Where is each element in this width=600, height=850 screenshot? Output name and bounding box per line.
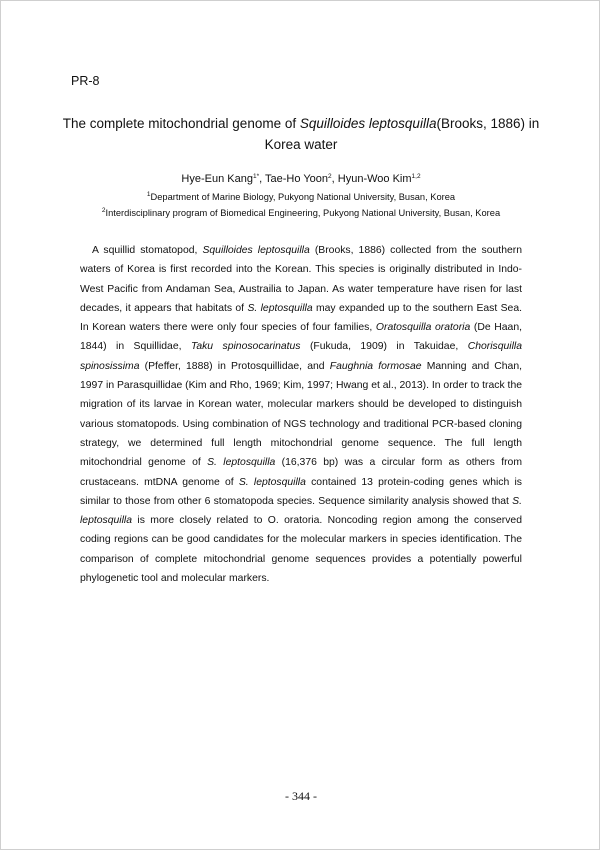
- affiliation-text: Department of Marine Biology, Pukyong National University, Busan, Korea: [150, 192, 456, 202]
- abstract-paragraph: [80, 241, 522, 588]
- author-name: Tae-Ho Yoon: [265, 173, 329, 185]
- author-list: [61, 173, 541, 185]
- abstract-species-name: Chorisquilla spinosissima: [80, 341, 522, 372]
- author-name: Hyun-Woo Kim: [337, 173, 412, 185]
- abstract-species-name: S. leptosquilla: [247, 302, 313, 314]
- author-affiliation-mark: 1,2: [411, 173, 421, 180]
- title-text-line2: Korea water: [264, 137, 338, 152]
- abstract-species-name: Taku spinosocarinatus: [190, 341, 301, 353]
- abstract-text-run: (Brooks, 1886) collected from the southern waters of Korea is first recorded into the Korean. This species is originally distributed in Indo-West Pacific from Andaman Sea, Austrailia to Japan. As water temperature have risen for last decades, it appears that habitats of: [80, 245, 522, 314]
- author-affiliation-mark: 1*: [252, 173, 260, 180]
- abstract-species-name: S. leptosquilla: [238, 476, 306, 488]
- abstract-text-run: (De Haan, 1844) in Squillidae,: [80, 322, 523, 353]
- page-number: - 344 -: [285, 789, 317, 803]
- affiliation-2: [41, 208, 561, 218]
- author-name: Hye-Eun Kang: [181, 173, 253, 185]
- title-text-post: (Brooks, 1886) in: [436, 116, 540, 131]
- session-code: PR-8: [71, 74, 100, 88]
- abstract-text-run: (16,376 bp) was a circular form as others from crustaceans. mtDNA genome of: [80, 457, 522, 488]
- title-species-name: Squilloides leptosquilla: [299, 116, 437, 131]
- abstract-text-run: is more closely related to O. oratoria. Noncoding region among the conserved coding regions can be good candidates for the molecular markers in species identification. The comparison of complete mitochondrial genome sequences provides a potentially powerful phylogenetic tool and molecular markers.: [80, 515, 522, 585]
- abstract-text-run: contained 13 protein-coding genes which is similar to those from other 6 stomatopoda species. Sequence similarity analysis showed that: [80, 476, 522, 507]
- abstract-species-name: S. leptosquilla: [80, 495, 522, 527]
- abstract-species-name: S. leptosquilla: [207, 457, 276, 469]
- abstract-species-name: Squilloides leptosquilla: [202, 245, 310, 256]
- author-separator: ,: [259, 173, 266, 185]
- abstract-text-run: (Fukuda, 1909) in Takuidae,: [300, 341, 468, 353]
- abstract-text-run: may expanded up to the southern East Sea. In Korean waters there were only four species of four families,: [80, 302, 522, 334]
- author-affiliation-mark: 2: [328, 173, 332, 180]
- affiliation-1: [41, 192, 561, 202]
- title-text-pre: The complete mitochondrial genome of: [62, 116, 300, 131]
- abstract-text-run: A squillid stomatopod,: [92, 245, 203, 256]
- paper-title: [61, 113, 541, 155]
- abstract-species-name: Faughnia formosae: [329, 360, 422, 372]
- affiliation-text: Interdisciplinary program of Biomedical Engineering, Pukyong National University, Busan, Korea: [105, 208, 501, 218]
- abstract-text-run: Manning and Chan, 1997 in Parasquillidae (Kim and Rho, 1969; Kim, 1997; Hwang et al., 2013). In order to track the migration of its larvae in Korean water, molecular markers should be developed to distinguish various stomatopods. Using combination of NGS technology and traditional PCR-based cloning strategy, we determined full length mitochondrial genome sequence. The full length mitochondrial genome of: [80, 360, 522, 469]
- abstract-species-name: Oratosquilla oratoria: [375, 322, 471, 334]
- author-separator: ,: [331, 173, 338, 185]
- abstract-text-run: (Pfeffer, 1888) in Protosquillidae, and: [139, 360, 330, 372]
- affiliation-mark: 1: [146, 191, 151, 198]
- affiliation-mark: 2: [101, 207, 106, 214]
